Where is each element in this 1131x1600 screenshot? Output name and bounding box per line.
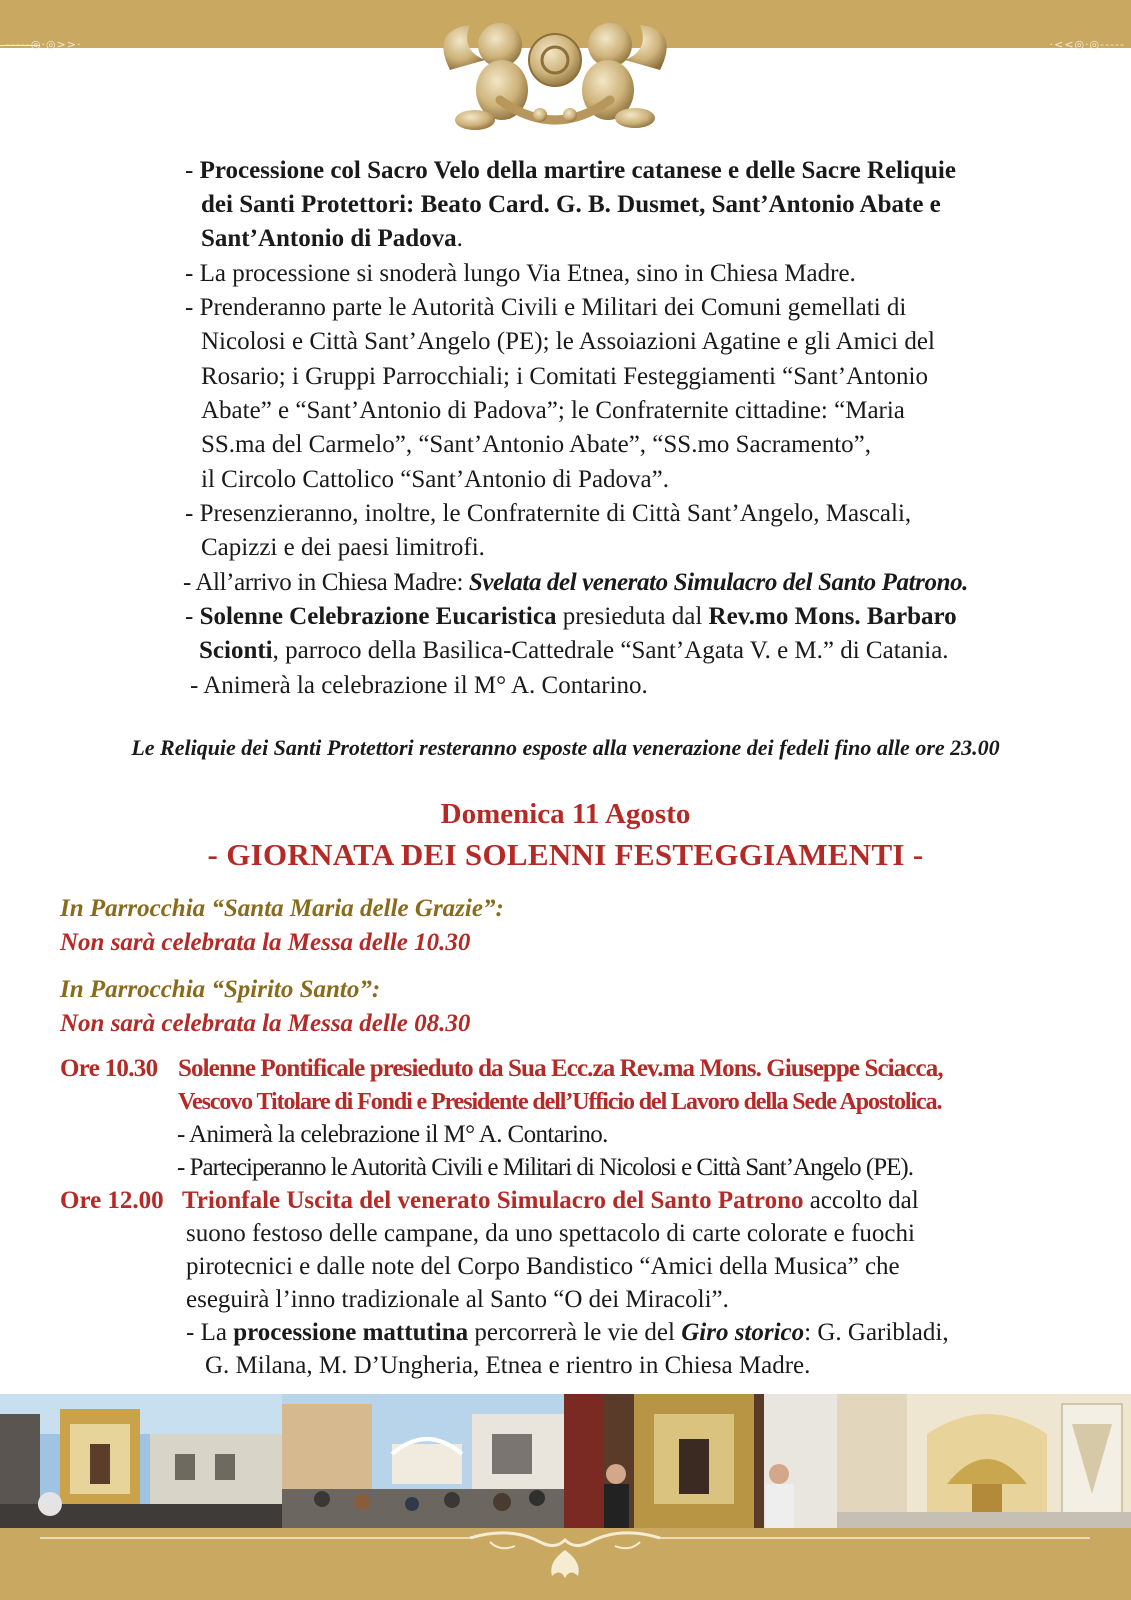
photo-simulacrum-clergy: [564, 1394, 837, 1528]
item6-mid: presieduta dal: [556, 603, 709, 630]
dash: -: [190, 672, 204, 699]
event-2-sub-line-1: [186, 1316, 949, 1350]
item5-prefix: All’arrivo in Chiesa Madre:: [195, 569, 469, 596]
photo-strip: [0, 1394, 1131, 1528]
event-2-line-2: suono festoso delle campane, da uno spettacolo di carte colorate e fuochi: [186, 1220, 915, 1247]
program-item-6-line-1: [185, 600, 957, 634]
parish-1-note: Non sarà celebrata la Messa delle 10.30: [60, 929, 471, 956]
parish-2-note: Non sarà celebrata la Messa delle 08.30: [60, 1010, 471, 1037]
program-item-1-line-2: dei Santi Protettori: Beato Card. G. B. Dusmet, Sant’Antonio Abate e: [201, 191, 941, 218]
bottom-gold-band: [0, 1528, 1131, 1600]
relics-note: Le Reliquie dei Santi Protettori resteranno esposte alla venerazione dei fedeli fino alle ore 23.00: [131, 735, 1000, 760]
item1-text: Processione col Sacro Velo della martire catanese e delle Sacre Reliquie: [199, 157, 956, 184]
parish-2-name: In Parrocchia “Spirito Santo”:: [60, 976, 381, 1003]
item4-text: Presenzieranno, inoltre, le Confraternite di Città Sant’Angelo, Mascali,: [199, 500, 912, 527]
program-item-6-line-2: [199, 634, 949, 668]
event-2-bold: Trionfale Uscita del venerato Simulacro del Santo Patrono: [182, 1187, 804, 1214]
program-item-4-line-2: Capizzi e dei paesi limitrofi.: [201, 534, 485, 561]
program-item-3-line-5: SS.ma del Carmelo”, “Sant’Antonio Abate”, “SS.mo Sacramento”,: [201, 431, 871, 458]
event-1-sub-2: - Parteciperanno le Autorità Civili e Militari di Nicolosi e Città Sant’Angelo (PE).: [177, 1154, 913, 1181]
dash: -: [185, 294, 200, 321]
dash: -: [185, 157, 200, 184]
event-2-sub-emphasis: Giro storico: [681, 1319, 805, 1346]
parish-1-name: In Parrocchia “Santa Maria delle Grazie”:: [60, 895, 504, 922]
event-2-time: Ore 12.00: [60, 1187, 164, 1214]
item1-period: .: [456, 225, 463, 252]
top-right-ornament: ·<<◎·◎-----: [1049, 38, 1125, 51]
item7-text: Animerà la celebrazione il M° A. Contarino.: [203, 672, 648, 699]
day-title: Domenica 11 Agosto: [440, 798, 691, 830]
dash: -: [185, 500, 200, 527]
item6-line2-rest: , parroco della Basilica-Cattedrale “Sant’Agata V. e M.” di Catania.: [272, 637, 949, 664]
photo-float-procession: [0, 1394, 282, 1528]
program-item-3-line-2: Nicolosi e Città Sant’Angelo (PE); le Assoiazioni Agatine e gli Amici del: [201, 328, 935, 355]
event-1-time: Ore 10.30: [60, 1055, 158, 1082]
program-item-4-line-1: [185, 497, 911, 531]
dash: -: [185, 260, 200, 287]
cherubs-ornament-icon: [430, 0, 680, 145]
event-2-sub-prefix: - La: [186, 1319, 234, 1346]
event-2-sub-end: : G. Garibladi,: [804, 1319, 949, 1346]
top-left-ornament: -----◎·◎>>·: [6, 38, 82, 51]
event-2-sub-mid: percorrerà le vie del: [468, 1319, 682, 1346]
program-item-2: [185, 257, 856, 291]
dash: -: [183, 569, 196, 596]
event-1-line-1: Solenne Pontificale presieduto da Sua Ecc.za Rev.ma Mons. Giuseppe Sciacca,: [178, 1055, 943, 1082]
event-1-line-2: Vescovo Titolare di Fondi e Presidente dell’Ufficio del Lavoro della Sede Apostolica.: [178, 1089, 942, 1115]
bottom-fleur-ornament-icon: [0, 1528, 1131, 1600]
day-subtitle: - GIORNATA DEI SOLENNI FESTEGGIAMENTI -: [207, 837, 924, 872]
item6-bold: Solenne Celebrazione Eucaristica: [199, 603, 557, 630]
event-2-line-3: pirotecnici e dalle note del Corpo Bandistico “Amici della Musica” che: [186, 1253, 900, 1280]
program-item-3-line-1: [185, 291, 906, 325]
program-item-1-line-1: [185, 154, 956, 188]
program-item-7: [190, 669, 648, 703]
event-2-line-1: [182, 1184, 919, 1218]
dash: -: [185, 603, 200, 630]
program-item-5: [183, 566, 968, 600]
program-item-3-line-4: Abate” e “Sant’Antonio di Padova”; le Confraternite cittadine: “Maria: [201, 397, 905, 424]
item2-text: La processione si snoderà lungo Via Etnea, sino in Chiesa Madre.: [199, 260, 856, 287]
program-item-3-line-6: il Circolo Cattolico “Sant’Antonio di Padova”.: [201, 466, 669, 493]
photo-church-interior: [837, 1394, 1131, 1528]
event-2-rest: accolto dal: [803, 1187, 919, 1214]
item6-line2-bold: Scionti: [199, 637, 273, 664]
event-1-sub-1: - Animerà la celebrazione il M° A. Contarino.: [177, 1121, 608, 1148]
item1-bold-end: Sant’Antonio di Padova: [201, 225, 457, 252]
event-2-sub-bold: processione mattutina: [233, 1319, 469, 1346]
photo-street-crowd: [282, 1394, 564, 1528]
item5-emphasis: Svelata del venerato Simulacro del Santo Patrono.: [468, 569, 969, 596]
event-2-sub-line-2: G. Milana, M. D’Ungheria, Etnea e rientro in Chiesa Madre.: [205, 1352, 811, 1379]
item6-bold2: Rev.mo Mons. Barbaro: [708, 603, 957, 630]
program-item-1-line-3: [201, 222, 463, 256]
item3-text: Prenderanno parte le Autorità Civili e Militari dei Comuni gemellati di: [199, 294, 907, 321]
program-item-3-line-3: Rosario; i Gruppi Parrocchiali; i Comitati Festeggiamenti “Sant’Antonio: [201, 363, 928, 390]
event-2-line-4: eseguirà l’inno tradizionale al Santo “O dei Miracoli”.: [186, 1286, 729, 1313]
